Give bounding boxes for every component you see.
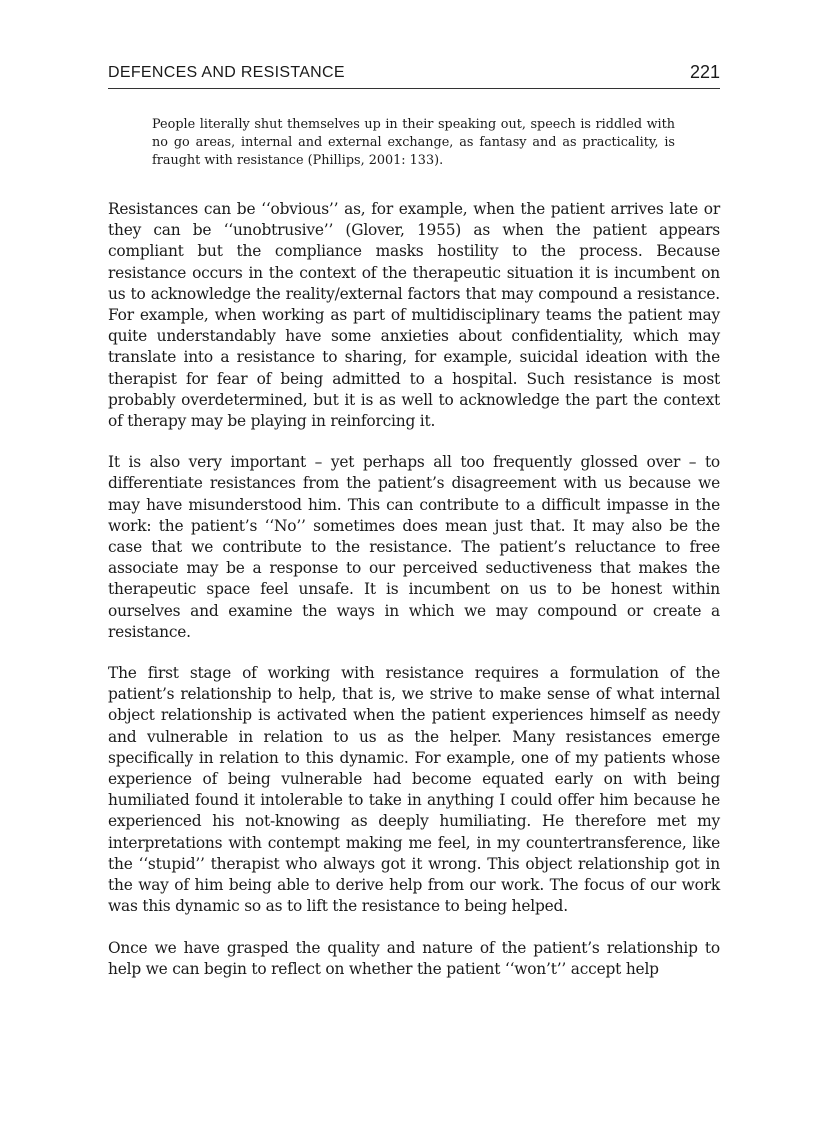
block-quote: People literally shut themselves up in their speaking out, speech is riddled with no go areas, internal and external exchange, as fantasy and as practicality, is fraught with resistance (Phillips, 2001: 133). [152,117,675,168]
page-number: 221 [689,62,720,82]
paragraph-1: Resistances can be ‘‘obvious’’ as, for example, when the patient arrives late or they can be ‘‘unobtrusive’’ (Glover, 1955) as when the patient appears compliant but the compliance masks hostility to the process. Because resistance occurs in the context of the therapeutic situation it is incumbent on us to acknowledge the reality/external factors that may compound a resistance. For example, when working as part of multidisciplinary teams the patient may quite understandably have some anxieties about confidentiality, which may translate into a resistance to sharing, for example, suicidal ideation with the therapist for fear of being admitted to a hospital. Such resistance is most probably overdetermined, but it is as well to acknowledge the part the context of therapy may be playing in reinforcing it. [108,200,720,431]
paragraph-3: The first stage of working with resistance requires a formulation of the patient’s relationship to help, that is, we strive to make sense of what internal object relationship is activated when the patient experiences himself as needy and vulnerable in relation to us as the helper. Many resistances emerge specifically in relation to this dynamic. For example, one of my patients whose experience of being vulnerable had become equated early on with being humiliated found it intolerable to take in anything I could offer him because he experienced his not-knowing as deeply humiliating. He therefore met my interpretations with contempt making me feel, in my countertransference, like the ‘‘stupid’’ therapist who always got it wrong. This object relationship got in the way of him being able to derive help from our work. The focus of our work was this dynamic so as to lift the resistance to being helped. [108,664,720,916]
paragraph-4: Once we have grasped the quality and nature of the patient’s relationship to help we can begin to reflect on whether the patient ‘‘won’t’’ accept help [108,938,720,978]
page-header [108,62,720,89]
body-text [108,199,720,1000]
paragraph-2: It is also very important – yet perhaps all too frequently glossed over – to differentiate resistances from the patient’s disagreement with us because we may have misunderstood him. This can contribute to a difficult impasse in the work: the patient’s ‘‘No’’ sometimes does mean just that. It may also be the case that we contribute to the resistance. The patient’s reluctance to free associate may be a response to our perceived seductiveness that makes the therapeutic space feel unsafe. It is incumbent on us to be honest within ourselves and examine the ways in which we may compound or create a resistance. [108,453,720,641]
running-head: DEFENCES AND RESISTANCE [108,64,345,81]
